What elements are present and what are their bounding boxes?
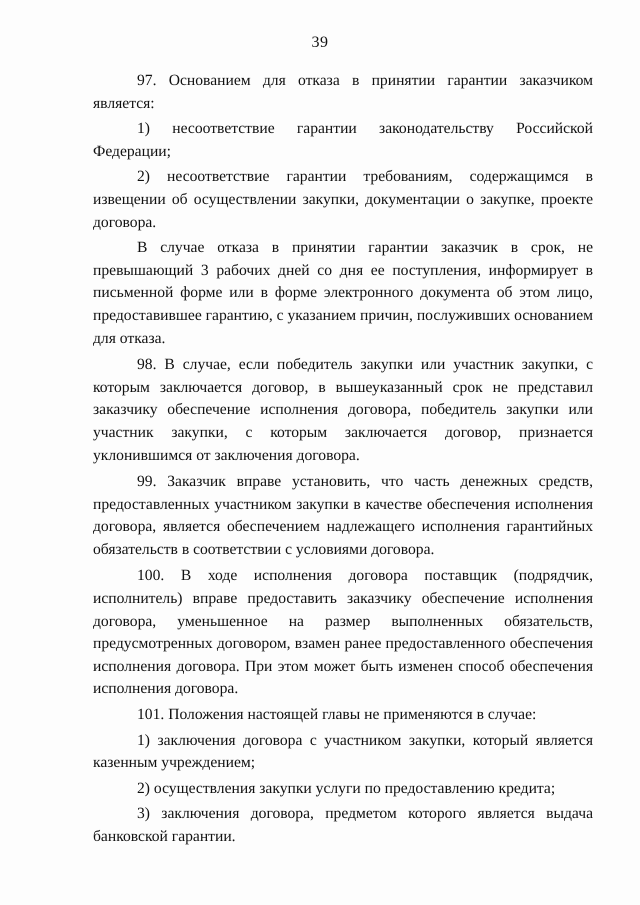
page-number: 39	[311, 34, 329, 51]
paragraph-100: 100. В ходе исполнения договора поставщик (подрядчик, исполнитель) вправе предоставить заказчику обеспечение исполнения договора, уменьшенное на размер выполненных обязательств, предусмотренных договором, взамен ранее предоставленного обеспечения исполнения договора. При этом может быть изменен способ обеспечения исполнения договора.	[93, 567, 593, 698]
document-body	[93, 70, 593, 852]
paragraph-98: 98. В случае, если победитель закупки или участник закупки, с которым заключается договор, в вышеуказанный срок не представил заказчику обеспечение исполнения договора, победитель закупки или участник закупки, с которым заключается договор, признается уклонившимся от заключения договора.	[93, 356, 593, 464]
paragraph-101-item-3: 3) заключения договора, предметом которого является выдача банковской гарантии.	[93, 805, 593, 845]
paragraph-97: 97. Основанием для отказа в принятии гарантии заказчиком является:	[93, 72, 593, 112]
paragraph-101: 101. Положения настоящей главы не применяются в случае:	[137, 706, 537, 724]
paragraph-97-item-2: 2) несоответствие гарантии требованиям, содержащимся в извещении об осуществлении закупки, документации о закупке, проекте договора.	[93, 168, 593, 231]
paragraph-99: 99. Заказчик вправе установить, что часть денежных средств, предоставленных участником закупки в качестве обеспечения исполнения договора, является обеспечением надлежащего исполнения гарантийных обязательств в соответствии с условиями договора.	[93, 473, 593, 558]
paragraph-97-item-1: 1) несоответствие гарантии законодательству Российской Федерации;	[93, 120, 593, 160]
paragraph-101-item-2: 2) осуществления закупки услуги по предоставлению кредита;	[137, 779, 556, 797]
paragraph-101-item-1: 1) заключения договора с участником закупки, который является казенным учреждением;	[93, 731, 593, 772]
paragraph-97-refusal: В случае отказа в принятии гарантии заказчик в срок, не превышающий 3 рабочих дней со дня ее поступления, информирует в письменной форме или в форме электронного документа об этом лицо, предоставившее гарантию, с указанием причин, послуживших основанием для отказа.	[93, 239, 593, 347]
